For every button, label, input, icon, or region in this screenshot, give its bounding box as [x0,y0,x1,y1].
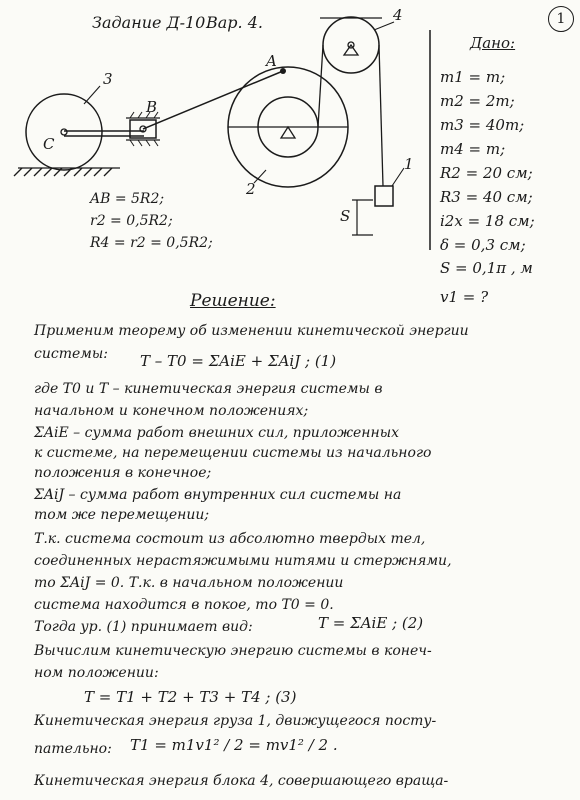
rope-2-4 [318,45,323,127]
solution-line-3: где T0 и T – кинетическая энергия системы в [34,381,383,397]
solution-line-14: Тогда ур. (1) принимает вид: [34,619,253,635]
solution-line-6: к системе, на перемещении системы из начального [34,445,432,461]
task-heading: Задание Д-10. [92,13,211,32]
load-1 [375,186,393,206]
label-body-4: 4 [393,6,403,24]
label-point-b: B [146,98,158,116]
given-delta: δ = 0,3 см; [440,236,526,254]
solution-line-5: ΣAiE – сумма работ внешних сил, приложенных [34,425,400,441]
relation-ab: AB = 5R2; [90,191,165,207]
solution-line-11: соединенных нерастяжимыми нитями и стержнями, [34,553,452,569]
given-s: S = 0,1π , м [440,259,533,277]
equation-4: T1 = m1v1² / 2 = mv1² / 2 . [130,736,338,754]
label-body-2: 2 [246,180,256,198]
label-s: S [340,207,351,225]
given-m3: m3 = 40m; [440,116,525,134]
label-body-1: 1 [404,155,414,173]
solution-line-9: том же перемещении; [34,507,210,523]
solution-line-7: положения в конечное; [34,465,212,481]
solution-line-1: Применим теорему об изменении кинетической энергии [34,323,469,339]
solution-line-17: Кинетическая энергия груза 1, движущегося посту- [34,713,437,729]
solution-line-12: то ΣAiJ = 0. Т.к. в начальном положении [34,575,344,591]
solution-line-16: ном положении: [34,665,159,681]
given-r3: R3 = 40 см; [440,188,533,206]
solution-title: Решение: [190,291,276,311]
given-r2: R2 = 20 см; [440,164,533,182]
given-m2: m2 = 2m; [440,92,515,110]
solution-line-13: система находится в покое, то T0 = 0. [34,597,334,613]
given-i2x: i2x = 18 см; [440,212,535,230]
hub-c [61,129,67,135]
label-point-a: A [266,52,277,70]
solution-line-19: Кинетическая энергия блока 4, совершающего враща- [34,773,449,789]
label-point-c: C [43,135,55,153]
variant-heading: Вар. 4. [206,13,263,32]
equation-2: T = ΣAiE ; (2) [318,614,424,632]
solution-line-15: Вычислим кинетическую энергию системы в конеч- [34,643,432,659]
wheel-3 [26,94,102,170]
rod-ab [143,71,283,129]
page-number: 1 [548,6,574,32]
given-title: Дано: [470,34,516,52]
solution-line-4: начальном и конечном положениях; [34,403,309,419]
given-m1: m1 = m; [440,68,506,86]
given-v1-unknown: v1 = ? [440,288,489,306]
equation-1: T – T0 = ΣAiE + ΣAiJ ; (1) [140,352,337,370]
relation-r4: R4 = r2 = 0,5R2; [90,235,213,251]
equation-3: T = T1 + T2 + T3 + T4 ; (3) [84,688,297,706]
solution-line-10: Т.к. система состоит из абсолютно твердых тел, [34,531,426,547]
given-m4: m4 = m; [440,140,506,158]
label-body-3: 3 [103,70,113,88]
rope-4-1 [379,45,383,186]
solution-line-18: пательно: [34,741,112,757]
relation-r2: r2 = 0,5R2; [90,213,173,229]
solution-line-2: системы: [34,346,108,362]
solution-line-8: ΣAiJ – сумма работ внутренних сил системы на [34,487,402,503]
